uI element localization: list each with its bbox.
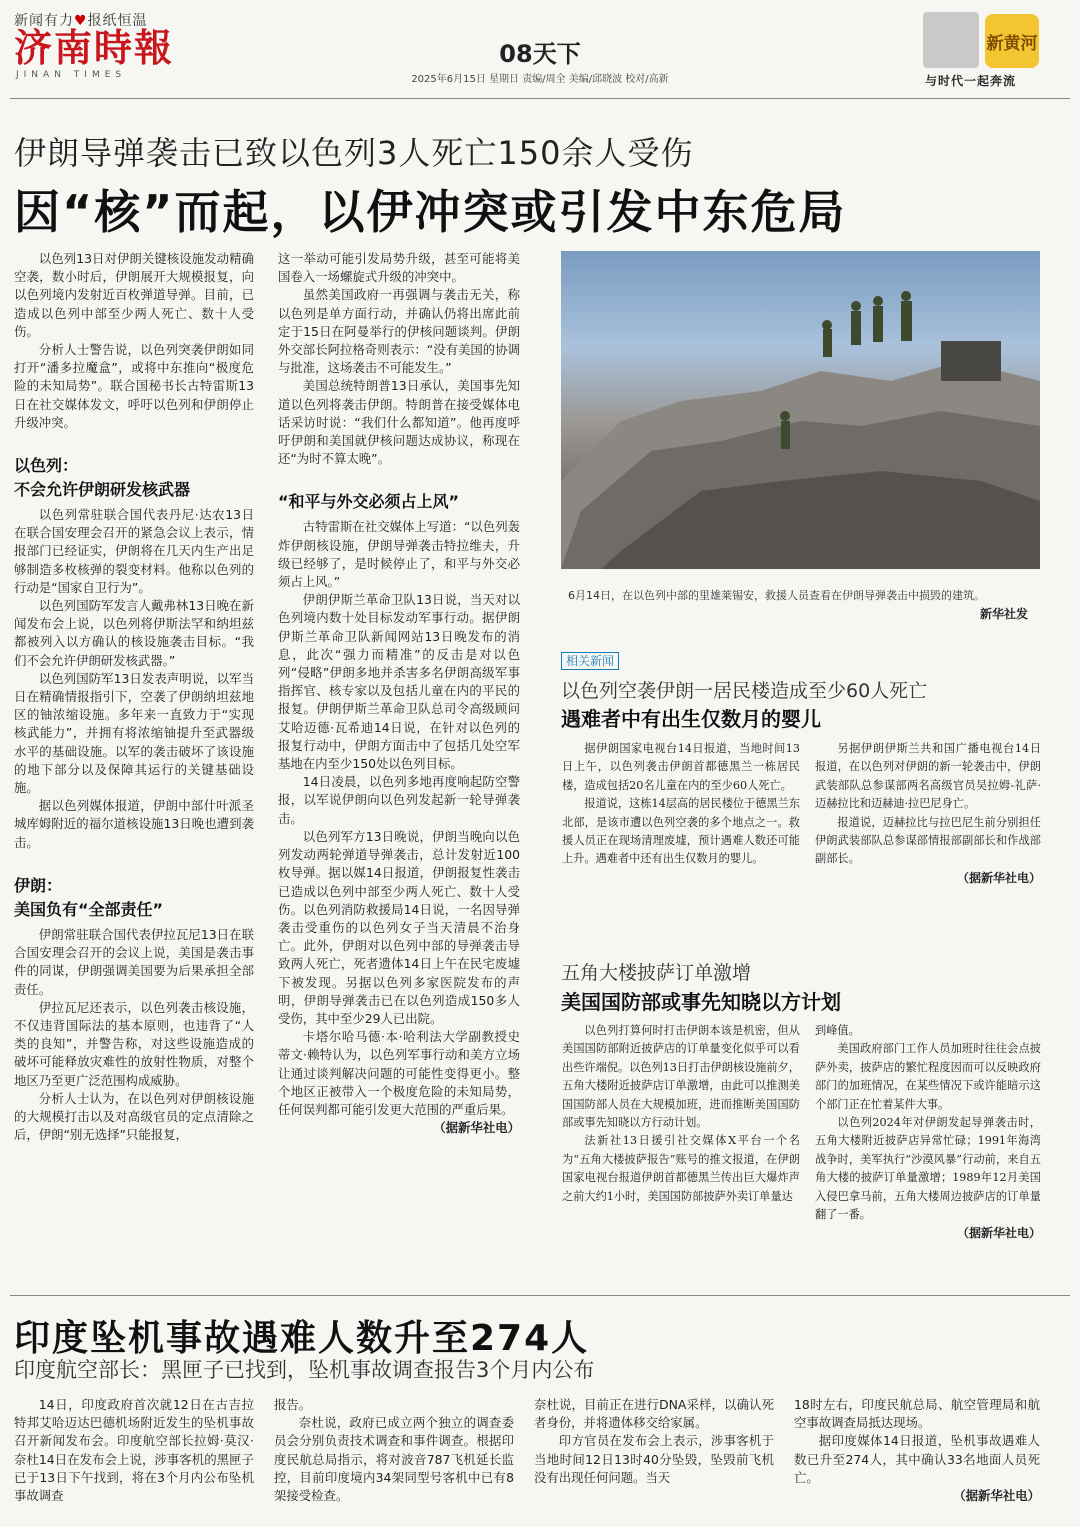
related2-headline: 美国国防部或事先知晓以方计划: [561, 990, 841, 1014]
newspaper-logo-en: JINAN TIMES: [16, 70, 127, 80]
qr-code-icon: [923, 12, 979, 68]
related2-column-b: [815, 1022, 1041, 1243]
divider: [10, 98, 1070, 99]
photo-caption: 6月14日，在以色列中部的里雄莱锡安，救援人员查看在伊朗导弹袭击中损毁的建筑。: [568, 589, 985, 602]
rubble-scene-image: [561, 251, 1040, 569]
lead-column-1: [14, 250, 254, 1144]
paragraph: 伊朗伊斯兰革命卫队13日说，当天对以色列境内数十处目标发动军事行动。据伊朗伊斯兰革命卫队新闻网站13日晚发布的消息，此次“强力而精准”的反击是对以色列“侵略”伊朗多地并杀害多名伊朗高级军事指挥官、核专家以及包括儿童在内的平民的报复。伊朗伊斯兰革命卫队总司令高级顾问艾哈迈德·瓦希迪14日说，在针对以色列的报复行动中，伊朗方面击中了包括几处空军基地在内至少150处以色列目标。: [278, 592, 520, 772]
paragraph: 以色列打算何时打击伊朗本该是机密，但从美国国防部附近披萨店的订单量变化似乎可以看出些许端倪。以色列13日打击伊朗核设施前夕，五角大楼附近披萨店订单激增，由此可以推测美国国防部人员在大规模加班，进而推断美国国防部或事先知晓以方行动计划。: [562, 1024, 800, 1130]
paragraph: 以色列军方13日晚说，伊朗当晚向以色列发动两轮弹道导弹袭击，总计发射近100枚导弹。据以媒14日报道，伊朗报复性袭击已造成以色列中部至少两人死亡、数十人受伤。以色列消防救援局14日说，一名因导弹袭击受重伤的以色列女子当天清晨不治身亡。此外，伊朗对以色列中部的导弹袭击导致两人死亡，死者遗体14日上午在民宅废墟下被发现。另据以色列多家医院发布的声明，伊朗导弹袭击已在以色列造成150多人受伤，其中至少29人已出院。: [278, 828, 520, 1026]
paragraph: 另据伊朗伊斯兰共和国广播电视台14日报道，在以色列对伊朗的新一轮袭击中，伊朗武装部队总参谋部两名高级官员吴拉姆-礼萨·迈赫拉比和迈赫迪·拉巴尼身亡。: [815, 742, 1041, 811]
credit: （据新华社电）: [953, 1488, 1040, 1504]
paragraph: 以色列常驻联合国代表丹尼·达农13日在联合国安理会召开的紧急会议上表示，情报部门已经证实，伊朗将在几天内生产出足够制造多枚核弹的裂变材料。他称以色列的行动是“国家自卫行为”。: [14, 507, 254, 595]
paragraph: 虽然美国政府一再强调与袭击无关，称以色列是单方面行动，并确认仍将出席此前定于15日在阿曼举行的伊核问题谈判。伊朗外交部长阿拉格奇则表示：“没有美国的协调与批准，这场袭击不可能发生。”: [278, 287, 520, 376]
lead-headline: 因“核”而起，以伊冲突或引发中东危局: [14, 185, 847, 239]
bottom-column-4: [794, 1396, 1040, 1505]
paragraph: 奈杜说，目前正在进行DNA采样，以确认死者身份，并将遗体移交给家属。 印方官员在发布会上表示，涉事客机于当地时间12日13时40分坠毁，坠毁前飞机没有出现任何问题。当天: [534, 1397, 774, 1485]
photo-credit: 新华社发: [980, 607, 1029, 621]
paragraph: 据以色列媒体报道，伊朗中部什叶派圣城库姆附近的福尔道核设施13日晚也遭到袭击。: [14, 798, 254, 850]
paragraph: 到峰值。: [815, 1024, 860, 1037]
credit: （据新华社电）: [433, 1120, 520, 1136]
paragraph: 14日，印度政府首次就12日在古吉拉特邦艾哈迈达巴德机场附近发生的坠机事故召开新闻发布会。印度航空部长拉姆·莫汉·奈杜14日在发布会上说，涉事客机的黑匣子已于13日下午找到，将在3个月内公布坠机事故调查: [14, 1397, 254, 1504]
paragraph: 18时左右，印度民航总局、航空管理局和航空事故调查局抵达现场。 据印度媒体14日报道，坠机事故遇难人数已升至274人，其中确认33名地面人员死亡。: [794, 1397, 1040, 1485]
heart-icon: ♥: [74, 13, 88, 29]
credit: （据新华社电）: [956, 1226, 1041, 1241]
paragraph: 分析人士认为，在以色列对伊朗核设施的大规模打击以及对高级官员的定点清除之后，伊朗“别无选择”只能报复，: [14, 1090, 254, 1143]
related1-headline: 遇难者中有出生仅数月的婴儿: [561, 707, 821, 731]
paragraph: 报道说，这栋14层高的居民楼位于德黑兰东北部，是该市遭以色列空袭的多个地点之一。救援人员正在现场清理废墟，预计遇难人数还可能上升。遇难者中还有出生仅数月的婴儿。: [562, 797, 801, 866]
bottom-column-2: [274, 1396, 514, 1505]
bottom-subheadline: 印度航空部长：黑匣子已找到，坠机事故调查报告3个月内公布: [14, 1358, 595, 1382]
related1-column-a: [562, 740, 800, 869]
news-photo: [561, 251, 1040, 569]
paragraph: 法新社13日援引社交媒体X平台一个名为“五角大楼披萨报告”账号的推文报道，在伊朗国家电视台报道伊朗首都德黑兰传出巨大爆炸声之前大约1小时，美国国防部披萨外卖订单量达: [562, 1134, 800, 1203]
paragraph: 美国总统特朗普13日承认，美国事先知道以色列将袭击伊朗。特朗普在接受媒体电话采访时说：“我们什么都知道”。他再度呼吁伊朗和美国就伊核问题达成协议，称现在还“为时不算太晚”。: [278, 378, 520, 467]
page-number: 08天下: [499, 40, 581, 68]
section-heading: “和平与外交必须占上风”: [278, 492, 460, 512]
paragraph: 分析人士警告说，以色列突袭伊朗如同打开“潘多拉魔盒”，或将中东推向“极度危险的未知局势”。联合国秘书长古特雷斯13日在社交媒体发文，呼吁以色列和伊朗停止升级冲突。: [14, 342, 254, 430]
section-heading: 伊朗：: [14, 875, 63, 895]
section-heading: 美国负有“全部责任”: [14, 899, 164, 919]
lead-subheadline: 伊朗导弹袭击已致以色列3人死亡150余人受伤: [14, 134, 694, 172]
paragraph: 以色列国防军13日发表声明说，以军当日在精确情报指引下，空袭了伊朗纳坦兹地区的铀浓缩设施。多年来一直致力于“实现核武能力”，并拥有将浓缩铀提升至武器级水平的基础设施。以军的袭击破坏了该设施的地下部分以及保障其运行的关键基础设施。: [14, 670, 254, 796]
paragraph: 14日凌晨，以色列多地再度响起防空警报，以军说伊朗向以色列发起新一轮导弹袭击。: [278, 774, 520, 826]
paragraph: 卡塔尔哈马德·本·哈利法大学副教授史蒂文·赖特认为，以色列军事行动和美方立场让通过谈判解决问题的可能性变得更小。整个地区正被带入一个极度危险的未知局势，任何误判都可能引发更大范围的严重后果。: [278, 1029, 520, 1117]
paragraph: 古特雷斯在社交媒体上写道：“以色列轰炸伊朗核设施，伊朗导弹袭击特拉维夫，升级已经够了，是时候停止了，和平与外交必须占上风。”: [278, 519, 520, 590]
bottom-column-1: [14, 1396, 254, 1505]
paragraph: 以色列2024年对伊朗发起导弹袭击时，五角大楼附近披萨店异常忙碌；1991年海湾战争时，美军执行“沙漠风暴”行动前，来自五角大楼的披萨订单量激增；1989年12月美国入侵巴拿马前，五角大楼周边披萨店的订单量翻了一番。: [815, 1116, 1041, 1222]
paragraph: 伊拉瓦尼还表示，以色列袭击核设施，不仅违背国际法的基本原则，也违背了“人类的良知”，并警告称，对这些设施造成的破坏可能释放灾难性的放射性物质，对整个地区乃至更广泛范围构成威胁。: [14, 999, 254, 1088]
related2-subheadline: 五角大楼披萨订单激增: [561, 962, 752, 984]
bottom-headline: 印度坠机事故遇难人数升至274人: [14, 1318, 590, 1359]
paragraph: 以色列13日对伊朗关键核设施发动精确空袭，数小时后，伊朗展开大规模报复，向以色列境内发射近百枚弹道导弹。目前，已造成以色列中部至少两人死亡、数十人受伤。: [14, 251, 254, 339]
credit: （据新华社电）: [956, 870, 1041, 885]
related1-subheadline: 以色列空袭伊朗一居民楼造成至少60人死亡: [561, 680, 928, 702]
section-heading: 以色列：: [14, 456, 79, 476]
paragraph: 这一举动可能引发局势升级，甚至可能将美国卷入一场螺旋式升级的冲突中。: [278, 251, 520, 285]
partner-logo: 新黄河: [985, 14, 1039, 68]
paragraph: 据伊朗国家电视台14日报道，当地时间13日上午，以色列袭击伊朗首都德黑兰一栋居民楼，造成包括20名儿童在内的至少60人死亡。: [562, 742, 800, 792]
paragraph: 以色列国防军发言人戴弗林13日晚在新闻发布会上说，以色列将伊斯法罕和纳坦兹都被列入以方确认的核设施袭击目标。“我们不会允许伊朗研发核武器。”: [14, 598, 254, 668]
newspaper-logo: 济南時報: [14, 25, 175, 70]
paragraph: 伊朗常驻联合国代表伊拉瓦尼13日在联合国安理会召开的会议上说，美国是袭击事件的同谋，伊朗强调美国要为后果承担全部责任。: [14, 926, 254, 997]
slogan-right: 报纸恒温: [87, 13, 148, 29]
related2-column-a: [562, 1022, 800, 1206]
page-meta: 2025年6月15日 星期日 责编/周全 美编/邱晓波 校对/高新: [411, 74, 669, 85]
paragraph: 美国政府部门工作人员加班时往往会点披萨外卖，披萨店的繁忙程度因而可以反映政府部门的加班情况，在某些情况下或许能暗示这个部门正在忙着某件大事。: [815, 1042, 1041, 1111]
lead-column-2: [278, 250, 520, 1137]
paragraph: 报道说，迈赫拉比与拉巴尼生前分别担任伊朗武装部队总参谋部情报部副部长和作战部副部长。: [815, 815, 1041, 866]
slogan-left: 新闻有力: [14, 13, 74, 29]
divider: [10, 1295, 1070, 1296]
partner-slogan: 与时代一起奔流: [925, 74, 1017, 88]
bottom-column-3: [534, 1396, 774, 1487]
paragraph: 报告。 奈杜说，政府已成立两个独立的调查委员会分别负责技术调查和事件调查。根据印度民航总局指示，将对波音787飞机延长监控，目前印度境内34架同型号客机中已有8架接受检查。: [274, 1397, 514, 1504]
related-news-tag: 相关新闻: [561, 652, 619, 670]
related1-column-b: [815, 740, 1041, 887]
section-heading: 不会允许伊朗研发核武器: [14, 480, 191, 500]
